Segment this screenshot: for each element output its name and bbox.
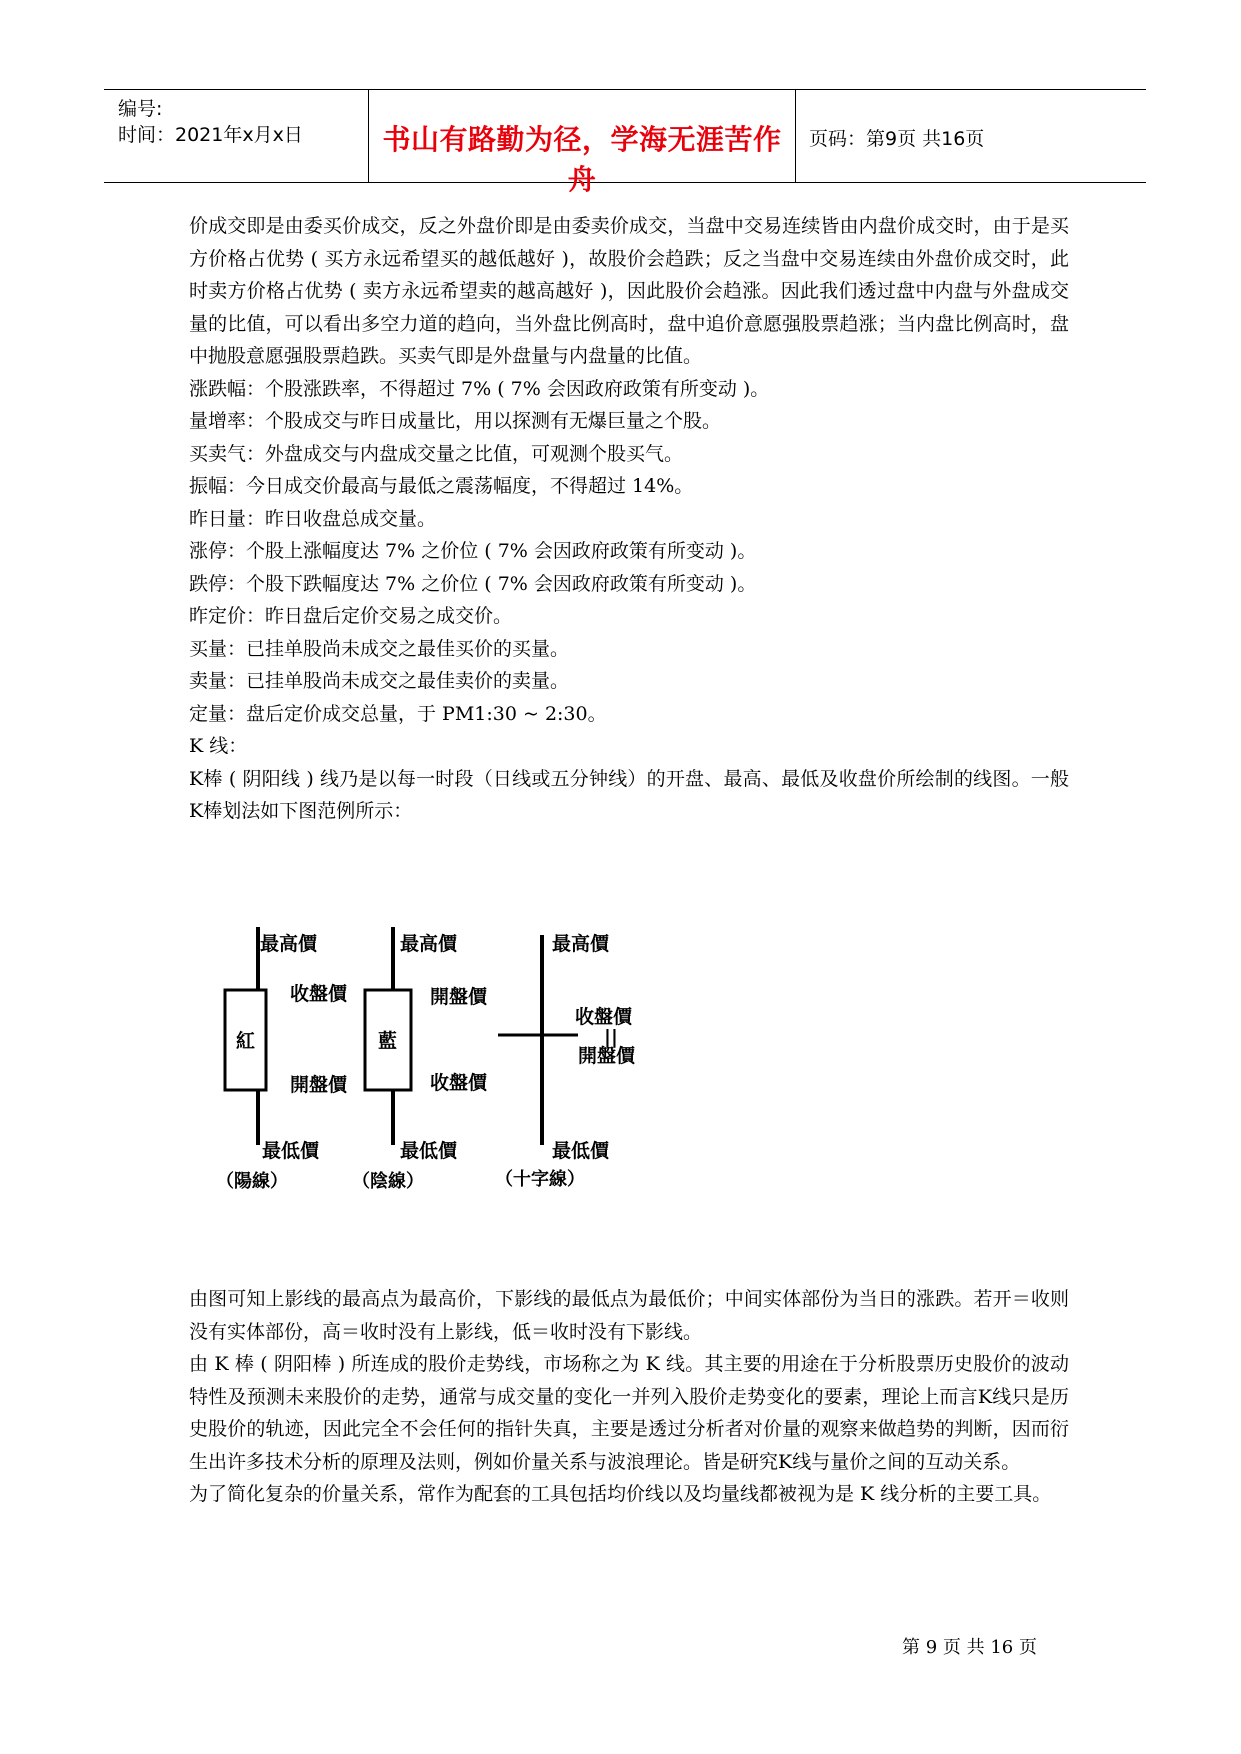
motto-text: 书山有路勤为径，学海无涯苦作舟 bbox=[382, 123, 782, 196]
section-heading-kline: K 线： bbox=[189, 735, 248, 757]
yin-body-label: 藍 bbox=[378, 1030, 398, 1052]
cross-close-label: 收盤價 bbox=[575, 1006, 633, 1028]
yang-high-label: 最高價 bbox=[260, 933, 318, 955]
definition-line: 昨日量：昨日收盘总成交量。 bbox=[189, 507, 437, 530]
header-right-cell bbox=[795, 90, 1146, 182]
yang-low-label: 最低價 bbox=[262, 1140, 320, 1162]
cross-high-label: 最高價 bbox=[552, 933, 610, 955]
body-text-bottom bbox=[189, 1283, 1069, 1511]
serial-label: 编号: bbox=[118, 98, 163, 120]
definition-line: 卖量：已挂单股尚未成交之最佳卖价的卖量。 bbox=[189, 670, 570, 692]
definition-line: 定量：盘后定价成交总量，于 PM1:30 ~ 2:30。 bbox=[189, 702, 607, 725]
definition-line: 买卖气：外盘成交与内盘成交量之比值，可观测个股买气。 bbox=[189, 442, 684, 465]
yin-low-label: 最低價 bbox=[400, 1140, 458, 1162]
cross-caption: （十字線） bbox=[495, 1169, 585, 1190]
yin-candle bbox=[352, 927, 489, 1192]
body-text-top bbox=[189, 210, 1069, 828]
cross-low-label: 最低價 bbox=[552, 1140, 610, 1162]
yin-high-label: 最高價 bbox=[400, 933, 458, 955]
yang-caption: （陽線） bbox=[216, 1171, 288, 1192]
kbar-intro-paragraph: K棒 ( 阴阳线 ) 线乃是以每一时段（日线或五分钟线）的开盘、最高、最低及收盘价所绘制的线图。一般K棒划法如下图范例所示： bbox=[189, 767, 1069, 822]
definition-line: 涨停：个股上涨幅度达 7% 之价位 ( 7% 会因政府政策有所变动 )。 bbox=[189, 540, 757, 562]
header-center-cell bbox=[368, 90, 796, 196]
time-label: 时间：2021年x月x日 bbox=[118, 124, 303, 146]
page-footer: 第 9 页 共 16 页 bbox=[902, 1637, 1037, 1658]
definition-line: 量增率：个股成交与昨日成量比，用以探测有无爆巨量之个股。 bbox=[189, 410, 722, 432]
yang-open-label: 開盤價 bbox=[290, 1074, 348, 1096]
paragraph: 价成交即是由委买价成交，反之外盘价即是由委卖价成交，当盘中交易连续皆由内盘价成交时，由于是买方价格占优势 ( 买方永远希望买的越低越好 )，故股价会趋跌；反之当盘中交易连续由外盘价成交时，此时卖方价格占优势 ( 卖方永远希望卖的越高越好 )，因此股价会趋涨。因此我们透过盘中内盘与外盘成交量的比值，可以看出多空力道的趋向，当外盘比例高时，盘中追价意愿强股票趋涨；当内盘比例高时，盘中抛股意愿强股票趋跌。买卖气即是外盘量与内盘量的比值。 bbox=[189, 215, 1069, 367]
yin-close-label: 收盤價 bbox=[430, 1072, 488, 1094]
definition-line: 买量：已挂单股尚未成交之最佳买价的买量。 bbox=[189, 637, 570, 660]
cross-open-label: 開盤價 bbox=[578, 1045, 636, 1067]
definition-line: 涨跌幅：个股涨跌率，不得超过 7% ( 7% 会因政府政策有所变动 )。 bbox=[189, 377, 770, 400]
yang-close-label: 收盤價 bbox=[290, 983, 348, 1005]
definition-line: 振幅：今日成交价最高与最低之震荡幅度，不得超过 14%。 bbox=[189, 475, 694, 497]
page-number-label: 页码：第9页 共16页 bbox=[809, 128, 985, 150]
paragraph: 为了简化复杂的价量关系，常作为配套的工具包括均价线以及均量线都被视为是 K 线分析的主要工具。 bbox=[189, 1483, 1052, 1505]
cross-equal-mark: || bbox=[604, 1026, 618, 1048]
paragraph: 由图可知上影线的最高点为最高价，下影线的最低点为最低价；中间实体部份为当日的涨跌。若开＝收则没有实体部份，高＝收时没有上影线，低＝收时没有下影线。 bbox=[189, 1288, 1069, 1343]
header-left-cell bbox=[104, 90, 368, 182]
yang-candle bbox=[216, 927, 349, 1192]
yin-open-label: 開盤價 bbox=[430, 986, 488, 1008]
definition-line: 昨定价：昨日盘后定价交易之成交价。 bbox=[189, 605, 513, 627]
yin-caption: （陰線） bbox=[352, 1171, 424, 1192]
paragraph: 由 K 棒 ( 阴阳棒 ) 所连成的股价走势线，市场称之为 K 线。其主要的用途在于分析股票历史股价的波动特性及预测未来股价的走势，通常与成交量的变化一并列入股价走势变化的要素，理论上而言K线只是历史股价的轨迹，因此完全不会任何的指针失真，主要是透过分析者对价量的观察来做趋势的判断，因而衍生出许多技术分析的原理及法则，例如价量关系与波浪理论。皆是研究K线与量价之间的互动关系。 bbox=[189, 1353, 1069, 1473]
yang-body-label: 紅 bbox=[236, 1030, 256, 1052]
candlestick-diagram bbox=[200, 915, 740, 1235]
definition-line: 跌停：个股下跌幅度达 7% 之价位 ( 7% 会因政府政策有所变动 )。 bbox=[189, 572, 757, 595]
page-header bbox=[104, 89, 1146, 196]
cross-candle bbox=[495, 932, 637, 1190]
